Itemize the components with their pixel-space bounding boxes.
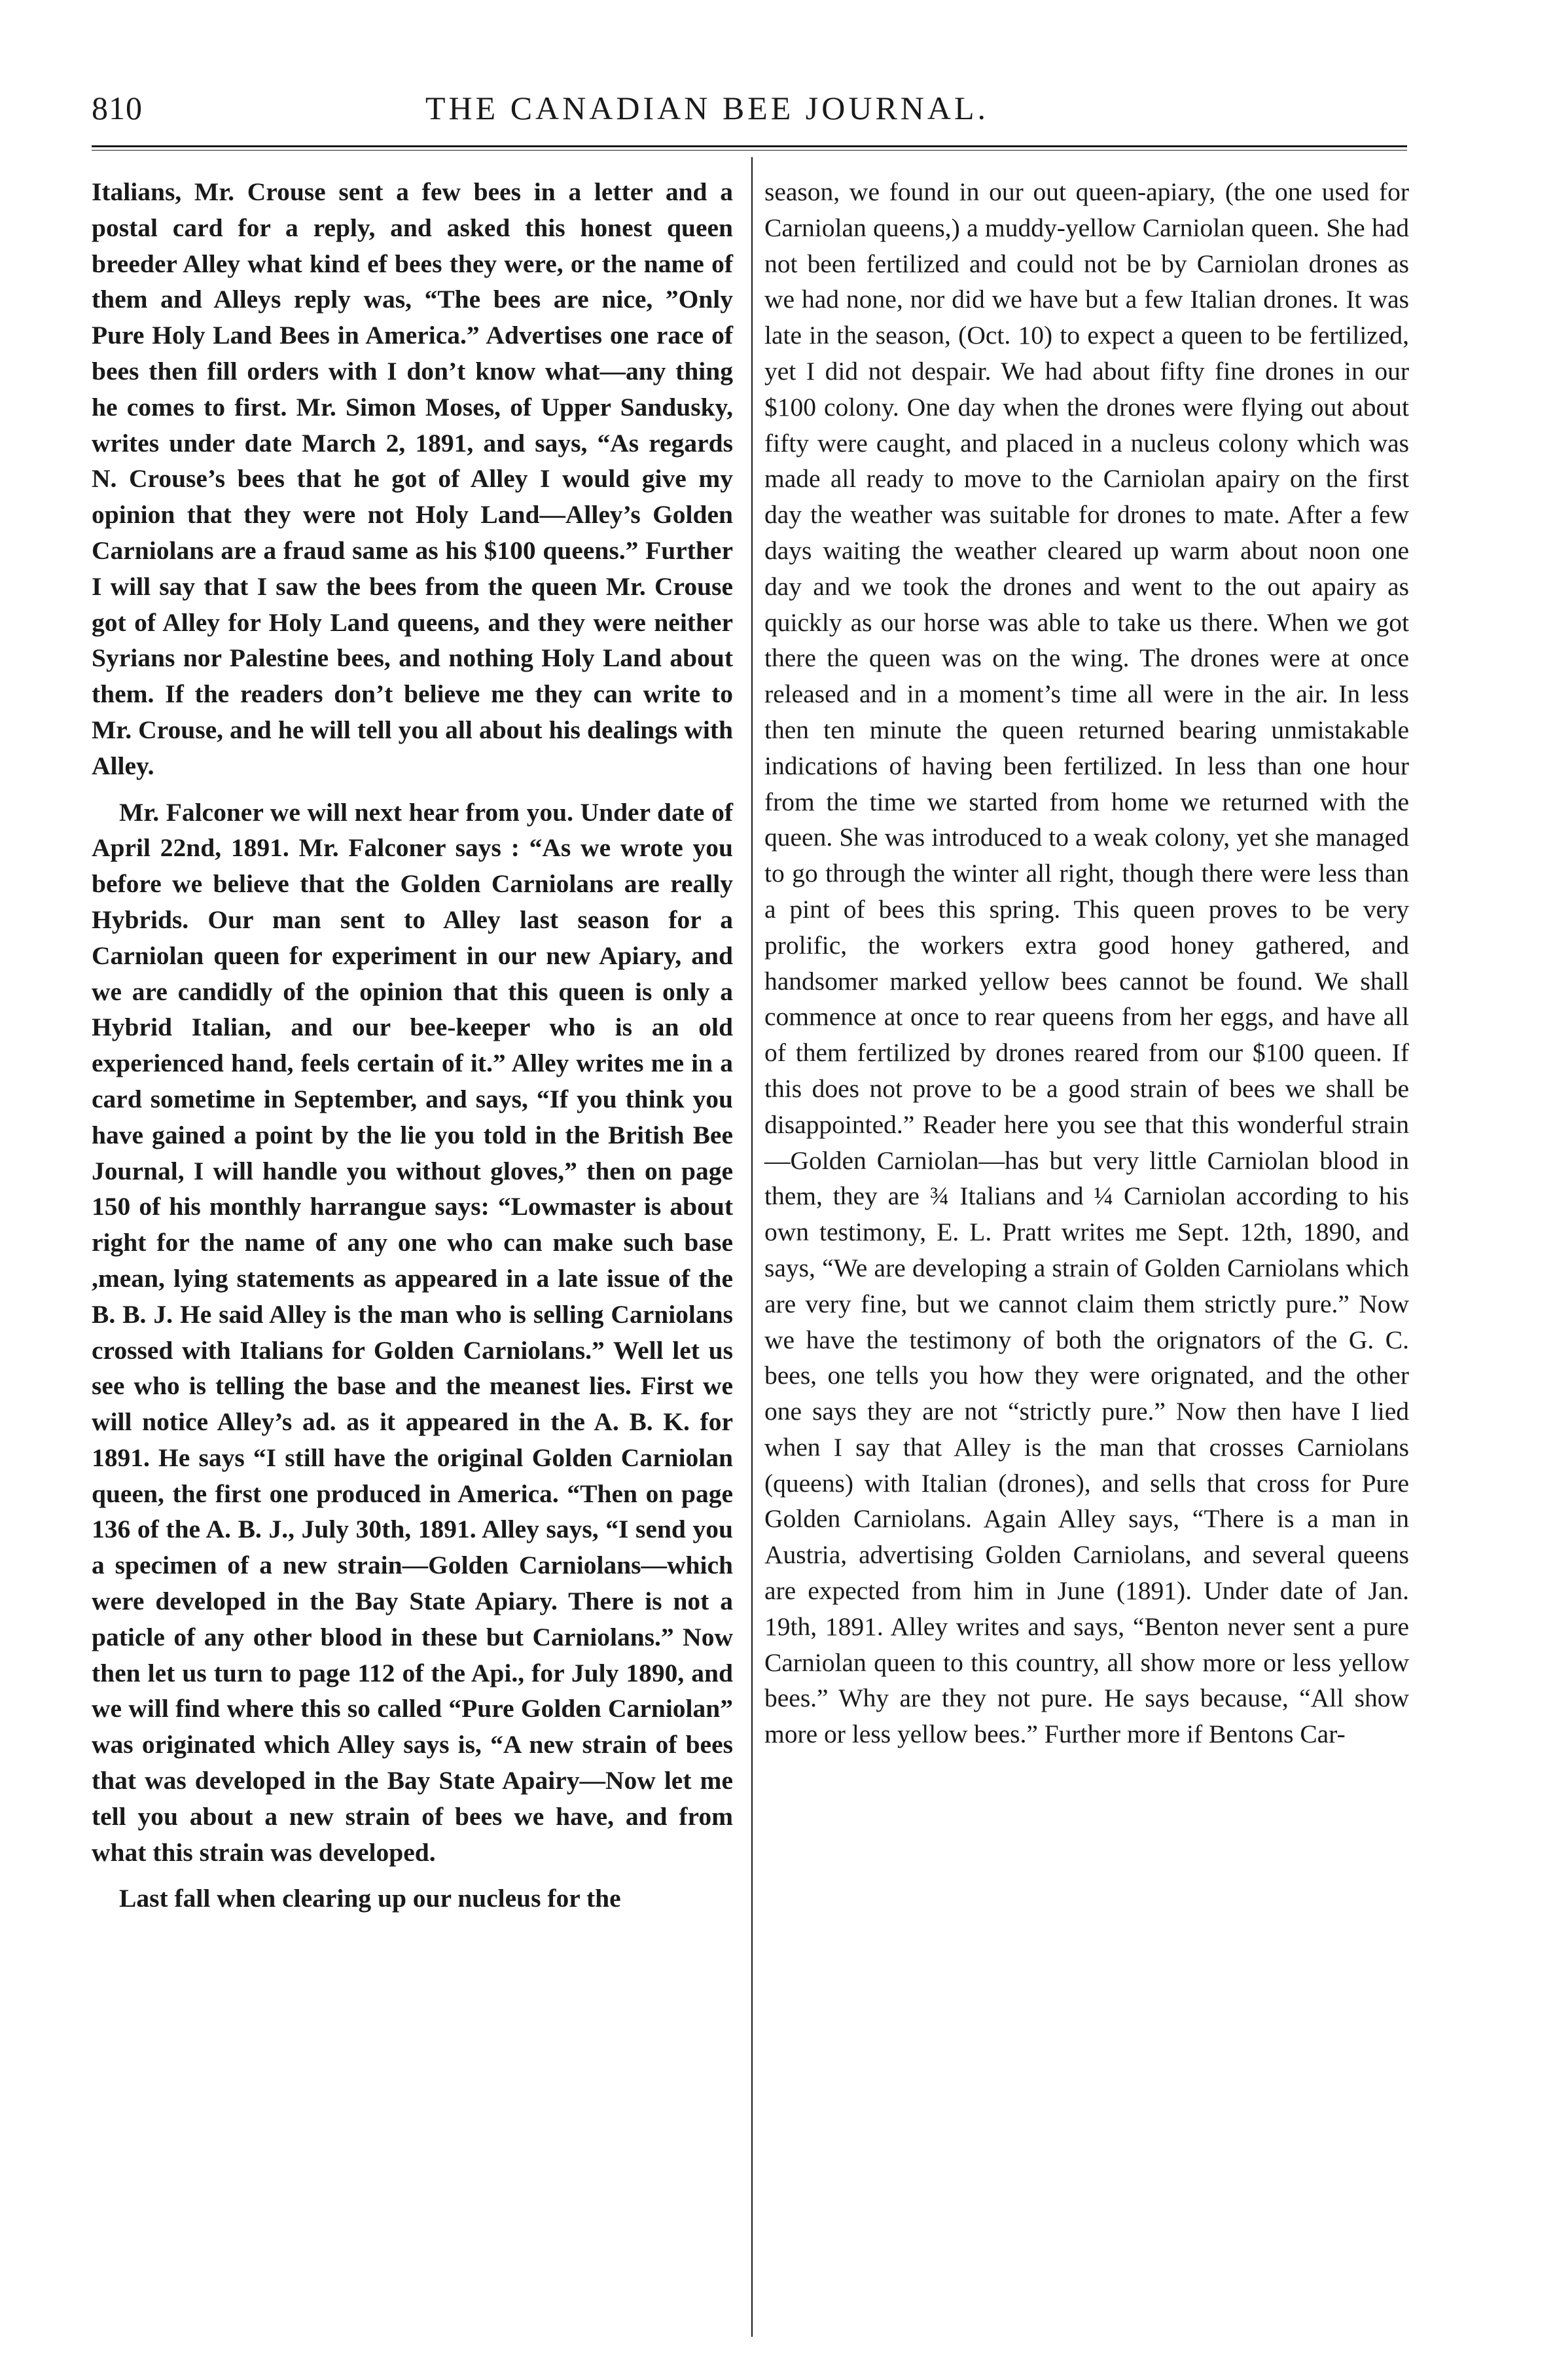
- column-divider: [751, 157, 753, 2337]
- left-paragraph-1: Italians, Mr. Crouse sent a few bees in a letter and a postal card for a reply, and asked this honest queen breeder Alley what kind ef bees they were, or the name of them and Alleys reply was, “The bees are nice, ”Only Pure Holy Land Bees in America.” Advertises one race of bees then fill orders with I don’t know what—any thing he comes to first. Mr. Simon Moses, of Upper Sandusky, writes under date March 2, 1891, and says, “As regards N. Crouse’s bees that he got of Alley I would give my opinion that they were not Holy Land—Alley’s Golden Carniolans are a fraud same as his $100 queens.” Further I will say that I saw the bees from the queen Mr. Crouse got of Alley for Holy Land queens, and they were neither Syrians nor Palestine bees, and nothing Holy Land about them. If the readers don’t believe me they can write to Mr. Crouse, and he will tell you all about his dealings with Alley.: [92, 177, 733, 780]
- right-column: [764, 174, 1409, 1752]
- header-rule: [92, 145, 1407, 151]
- page-header: [92, 85, 1407, 137]
- left-paragraph-3: Last fall when clearing up our nucleus for the: [119, 1884, 621, 1913]
- right-paragraph-1: season, we found in our out queen-apiary, (the one used for Carniolan queens,) a muddy-yellow Carniolan queen. She had not been fertilized and could not be by Carniolan drones as we had none, nor did we have but a few Italian drones. It was late in the season, (Oct. 10) to expect a queen to be fertilized, yet I did not despair. We had about fifty fine drones in our $100 colony. One day when the drones were flying out about fifty were caught, and placed in a nucleus colony which was made all ready to move to the Carniolan apairy on the first day the weather was suitable for drones to mate. After a few days waiting the weather cleared up warm about noon one day and we took the drones and went to the out apairy as quickly as our horse was able to take us there. When we got there the queen was on the wing. The drones were at once released and in a moment’s time all were in the air. In less then ten minute the queen returned bearing unmistakable indications of having been fertilized. In less than one hour from the time we started from home we returned with the queen. She was introduced to a weak colony, yet she managed to go through the winter all right, though there were less than a pint of bees this spring. This queen proves to be very prolific, the workers extra good honey gathered, and handsomer marked yellow bees cannot be found. We shall commence at once to rear queens from her eggs, and have all of them fertilized by drones reared from our $100 queen. If this does not prove to be a good strain of bees we shall be disappointed.” Reader here you see that this wonderful strain—Golden Carniolan—has but very little Carniolan blood in them, they are ¾ Italians and ¼ Carniolan according to his own testimony, E. L. Pratt writes me Sept. 12th, 1890, and says, “We are developing a strain of Golden Carniolans which are very fine, but we cannot claim them strictly pure.” Now we have the testimony of both the orignators of the G. C. bees, one tells you how they were orignated, and the other one says they are not “strictly pure.” Now then have I lied when I say that Alley is the man that crosses Carniolans (queens) with Italian (drones), and sells that cross for Pure Golden Carniolans. Again Alley says, “There is a man in Austria, advertising Golden Carniolans, and several queens are expected from him in June (1891). Under date of Jan. 19th, 1891. Alley writes and says, “Benton never sent a pure Carniolan queen to this country, all show more or less yellow bees.” Why are they not pure. He says because, “All show more or less yellow bees.” Further more if Bentons Car-: [764, 177, 1409, 1749]
- left-paragraph-2: Mr. Falconer we will next hear from you. Under date of April 22nd, 1891. Mr. Falconer says : “As we wrote you before we believe that the Golden Carniolans are really Hybrids. Our man sent to Alley last season for a Carniolan queen for experiment in our new Apiary, and we are candidly of the opinion that this queen is only a Hybrid Italian, and our bee-keeper who is an old experienced hand, feels certain of it.” Alley writes me in a card sometime in September, and says, “If you think you have gained a point by the lie you told in the British Bee Journal, I will handle you without gloves,” then on page 150 of his monthly harrangue says: “Lowmaster is about right for the name of any one who can make such base ,mean, lying statements as appeared in a late issue of the B. B. J. He said Alley is the man who is selling Carniolans crossed with Italians for Golden Carniolans.” Well let us see who is telling the base and the meanest lies. First we will notice Alley’s ad. as it appeared in the A. B. K. for 1891. He says “I still have the original Golden Carniolan queen, the first one produced in America. “Then on page 136 of the A. B. J., July 30th, 1891. Alley says, “I send you a specimen of a new strain—Golden Carniolans—which were developed in the Bay State Apiary. There is not a paticle of any other blood in these but Carniolans.” Now then let us turn to page 112 of the Api., for July 1890, and we will find where this so called “Pure Golden Carniolan” was originated which Alley says is, “A new strain of bees that was developed in the Bay State Apairy—Now let me tell you about a new strain of bees we have, and from what this strain was developed.: [92, 797, 733, 1867]
- running-title: THE CANADIAN BEE JOURNAL.: [425, 90, 990, 126]
- left-column: [92, 174, 733, 1917]
- page-number: 810: [92, 90, 143, 126]
